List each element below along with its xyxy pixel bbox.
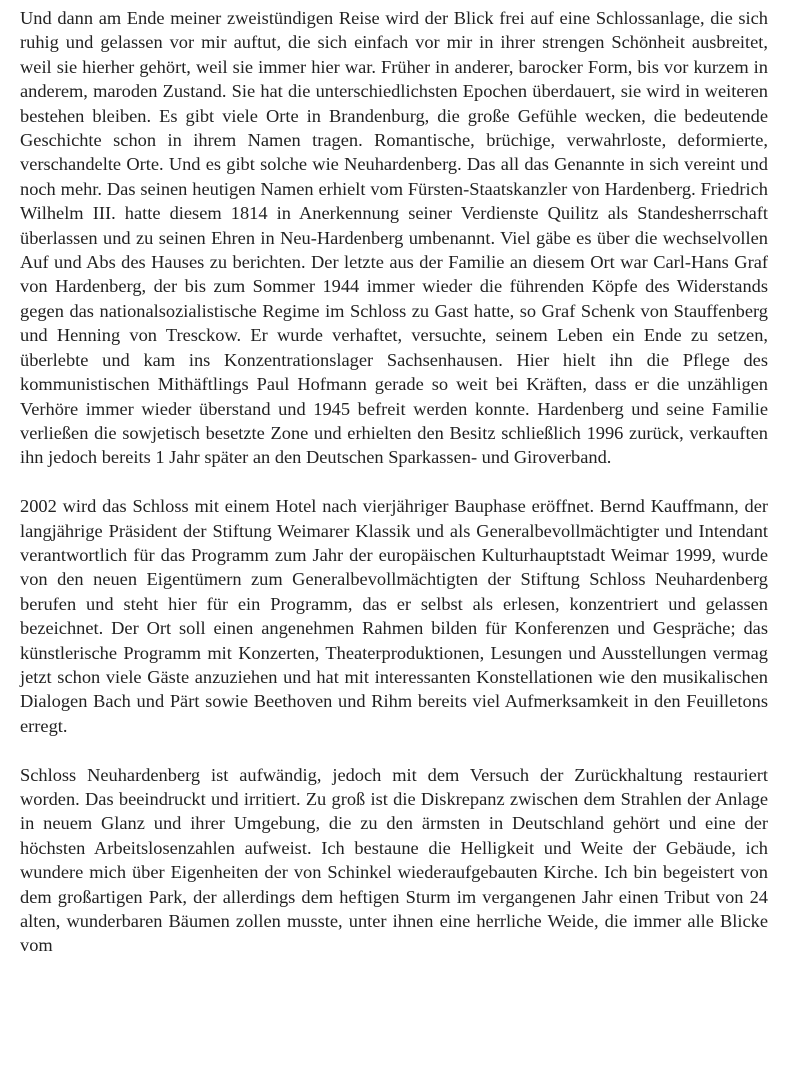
paragraph-history: Und dann am Ende meiner zweistündigen Reise wird der Blick frei auf eine Schlossanlage, die sich ruhig und gelassen vor mir auftut, die sich einfach vor mir in ihrer strengen Schönheit ausbreitet, weil sie hierher gehört, weil sie immer hier war. Früher in anderer, barocker Form, bis vor kurzem in anderem, maroden Zustand. Sie hat die unterschiedlichsten Epochen überdauert, sie wird in weiteren bestehen bleiben. Es gibt viele Orte in Brandenburg, die große Gefühle wecken, die bedeutende Geschichte schon in ihrem Namen tragen. Romantische, brüchige, verwahrloste, deformierte, verschandelte Orte. Und es gibt solche wie Neuhardenberg. Das all das Genannte in sich vereint und noch mehr. Das seinen heutigen Namen erhielt vom Fürsten-Staatskanzler von Hardenberg. Friedrich Wilhelm III. hatte diesem 1814 in Anerkennung seiner Verdienste Quilitz als Standesherrschaft überlassen und zu seinen Ehren in Neu-Hardenberg umbenannt. Viel gäbe es über die wechselvollen Auf und Abs des Hauses zu berichten. Der letzte aus der Familie an diesem Ort war Carl-Hans Graf von Hardenberg, der bis zum Sommer 1944 immer wieder die führenden Köpfe des Widerstands gegen das nationalsozialistische Regime im Schloss zu Gast hatte, so Graf Schenk von Stauffenberg und Henning von Tresckow. Er wurde verhaftet, versuchte, seinem Leben ein Ende zu setzen, überlebte und kam ins Konzentrationslager Sachsenhausen. Hier hielt ihn die Pflege des kommunistischen Mithäftlings Paul Hofmann gerade so weit bei Kräften, dass er die unzähligen Verhöre immer wieder überstand und 1945 befreit werden konnte. Hardenberg und seine Familie verließen die sowjetisch besetzte Zone und erhielten den Besitz schließlich 1996 zurück, verkauften ihn jedoch bereits 1 Jahr später an den Deutschen Sparkassen- und Giroverband.: [20, 8, 768, 468]
paragraph-spacer: [20, 738, 768, 762]
paragraph-foundation: 2002 wird das Schloss mit einem Hotel nach vierjähriger Bauphase eröffnet. Bernd Kauffmann, der langjährige Präsident der Stiftung Weimarer Klassik und als Generalbevollmächtigter und Intendant verantwortlich für das Programm zum Jahr der europäischen Kulturhauptstadt Weimar 1999, wurde von den neuen Eigentümern zum Generalbevollmächtigten der Stiftung Schloss Neuhardenberg berufen und steht hier für ein Programm, das er selbst als erlesen, konzentriert und gelassen bezeichnet. Der Ort soll einen angenehmen Rahmen bilden für Konferenzen und Gespräche; das künstlerische Programm mit Konzerten, Theaterproduktionen, Lesungen und Ausstellungen vermag jetzt schon viele Gäste anzuziehen und hat mit interessanten Konstellationen wie den musikalischen Dialogen Bach und Pärt sowie Beethoven und Rihm bereits viel Aufmerksamkeit in den Feuilletons erregt.: [20, 496, 768, 736]
document-body: [20, 6, 768, 958]
paragraph-spacer: [20, 470, 768, 494]
paragraph-restoration: Schloss Neuhardenberg ist aufwändig, jedoch mit dem Versuch der Zurückhaltung restauriert worden. Das beeindruckt und irritiert. Zu groß ist die Diskrepanz zwischen dem Strahlen der Anlage in neuem Glanz und ihrer Umgebung, die zu den ärmsten in Deutschland gehört und eine der höchsten Arbeitslosenzahlen aufweist. Ich bestaune die Helligkeit und Weite der Gebäude, ich wundere mich über Eigenheiten der von Schinkel wiederaufgebauten Kirche. Ich bin begeistert von dem großartigen Park, der allerdings dem heftigen Sturm im vergangenen Jahr einen Tribut von 24 alten, wunderbaren Bäumen zollen musste, unter ihnen eine herrliche Weide, die immer alle Blicke vom: [20, 764, 768, 956]
